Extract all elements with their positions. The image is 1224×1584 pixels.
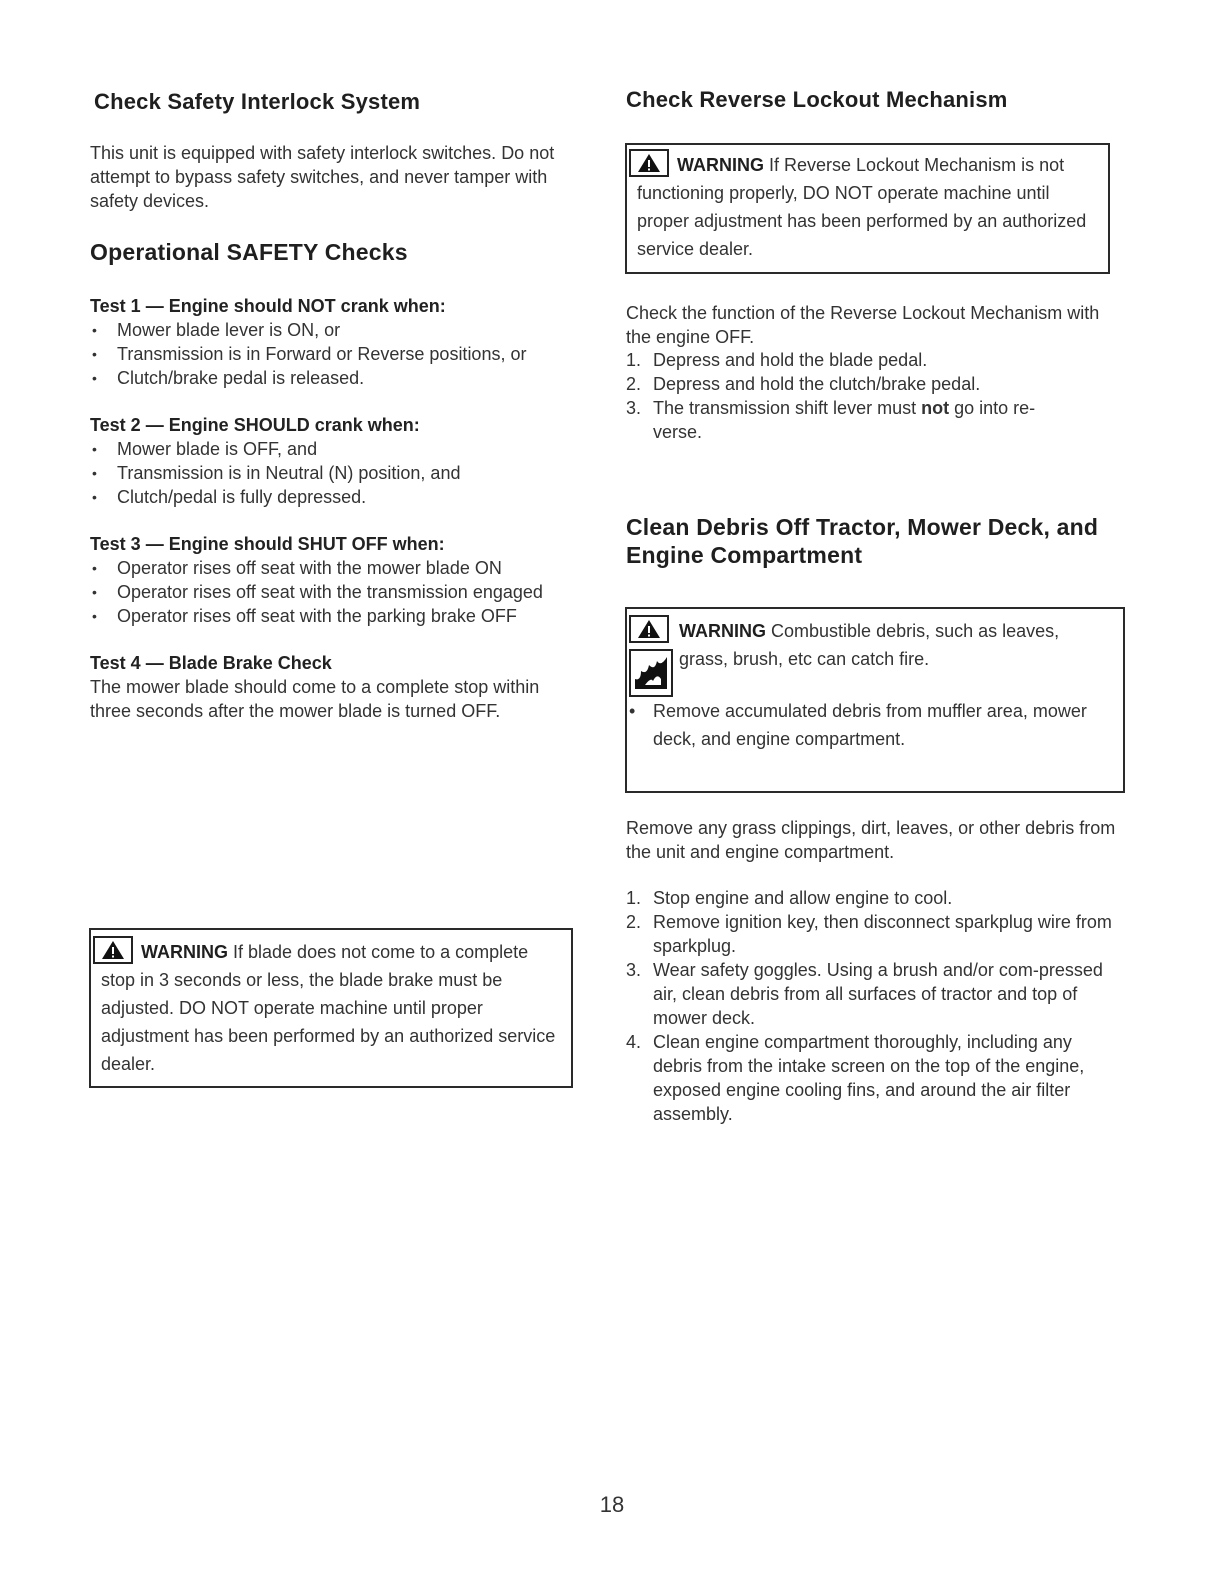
list-item: 3. Wear safety goggles. Using a brush and/or com-pressed air, clean debris from all surfaces of tractor and top of mower deck. <box>626 960 1103 1028</box>
section-title-clean-debris: Clean Debris Off Tractor, Mower Deck, and Engine Compartment <box>626 514 1099 568</box>
interlock-body: This unit is equipped with safety interlock switches. Do not attempt to bypass safety switches, and never tamper with safety devices. <box>90 143 555 211</box>
page-number: 18 <box>599 1492 625 1517</box>
test-1-heading: Test 1 — Engine should NOT crank when: <box>90 296 446 316</box>
debris-steps <box>626 886 1120 1126</box>
section-title-reverse-lockout: Check Reverse Lockout Mechanism <box>626 87 1008 112</box>
warning-text: Combustible debris, such as leaves, grass, brush, etc can catch fire. <box>679 621 1060 669</box>
list-item: 1. Stop engine and allow engine to cool. <box>626 888 953 908</box>
warning-label: WARNING <box>679 621 766 641</box>
list-item: • Mower blade lever is ON, or <box>90 318 590 342</box>
list-item: 2. Remove ignition key, then disconnect sparkplug wire from sparkplug. <box>626 912 1112 956</box>
debris-intro: Remove any grass clippings, dirt, leaves, or other debris from the unit and engine compartment. <box>626 818 1116 862</box>
fire-hazard-icon <box>629 649 673 697</box>
test-3-list <box>90 556 590 628</box>
warning-text: If blade does not come to a complete stop in 3 seconds or less, the blade brake must be adjusted. DO NOT operate machine until proper adjustment has been performed by an authorized service dealer. <box>101 942 556 1074</box>
list-item: • Transmission is in Forward or Reverse positions, or <box>90 342 590 366</box>
list-item: 1. Depress and hold the blade pedal. <box>626 350 928 370</box>
test-3-heading: Test 3 — Engine should SHUT OFF when: <box>90 534 445 554</box>
reverse-steps <box>626 348 1111 444</box>
warning-label: WARNING <box>677 155 764 175</box>
section-title-interlock: Check Safety Interlock System <box>94 89 421 114</box>
list-item: • Transmission is in Neutral (N) position, and <box>90 461 590 485</box>
list-item: 4. Clean engine compartment thoroughly, including any debris from the intake screen on the top of the engine, exposed engine cooling fins, and around the air filter assembly. <box>626 1032 1085 1124</box>
warning-label: WARNING <box>141 942 228 962</box>
list-item: • Operator rises off seat with the mower blade ON <box>90 556 590 580</box>
reverse-intro: Check the function of the Reverse Lockout Mechanism with the engine OFF. <box>626 303 1100 347</box>
section-title-operational: Operational SAFETY Checks <box>90 239 408 265</box>
warning-box-reverse-lockout <box>625 143 1110 274</box>
test-1-block <box>90 294 590 390</box>
list-item: 2. Depress and hold the clutch/brake pedal. <box>626 374 981 394</box>
test-2-block <box>90 413 590 509</box>
list-item: • Operator rises off seat with the parking brake OFF <box>90 604 590 628</box>
list-item: • Clutch/pedal is fully depressed. <box>90 485 590 509</box>
list-item: • Clutch/brake pedal is released. <box>90 366 590 390</box>
test-4-body: The mower blade should come to a complete stop within three seconds after the mower blade is turned OFF. <box>90 677 540 721</box>
list-item: 3. The transmission shift lever must not go into re-verse. <box>626 398 1036 442</box>
warning-triangle-icon <box>629 149 669 177</box>
test-3-block <box>90 532 590 628</box>
warning-text: If Reverse Lockout Mechanism is not functioning properly, DO NOT operate machine until proper adjustment has been performed by an authorized service dealer. <box>637 155 1087 259</box>
test-2-heading: Test 2 — Engine SHOULD crank when: <box>90 415 420 435</box>
test-4-heading: Test 4 — Blade Brake Check <box>90 653 332 673</box>
warning-box-debris <box>625 607 1125 793</box>
test-1-list <box>90 318 590 390</box>
list-item: • Operator rises off seat with the transmission engaged <box>90 580 590 604</box>
warning-triangle-icon <box>93 936 133 964</box>
warning-box-blade-brake <box>89 928 573 1088</box>
warning-triangle-icon <box>629 615 669 643</box>
test-4-block <box>90 651 585 723</box>
test-2-list <box>90 437 590 509</box>
warning-bullet: • Remove accumulated debris from muffler area, mower deck, and engine compartment. <box>629 701 1087 749</box>
list-item: • Mower blade is OFF, and <box>90 437 590 461</box>
